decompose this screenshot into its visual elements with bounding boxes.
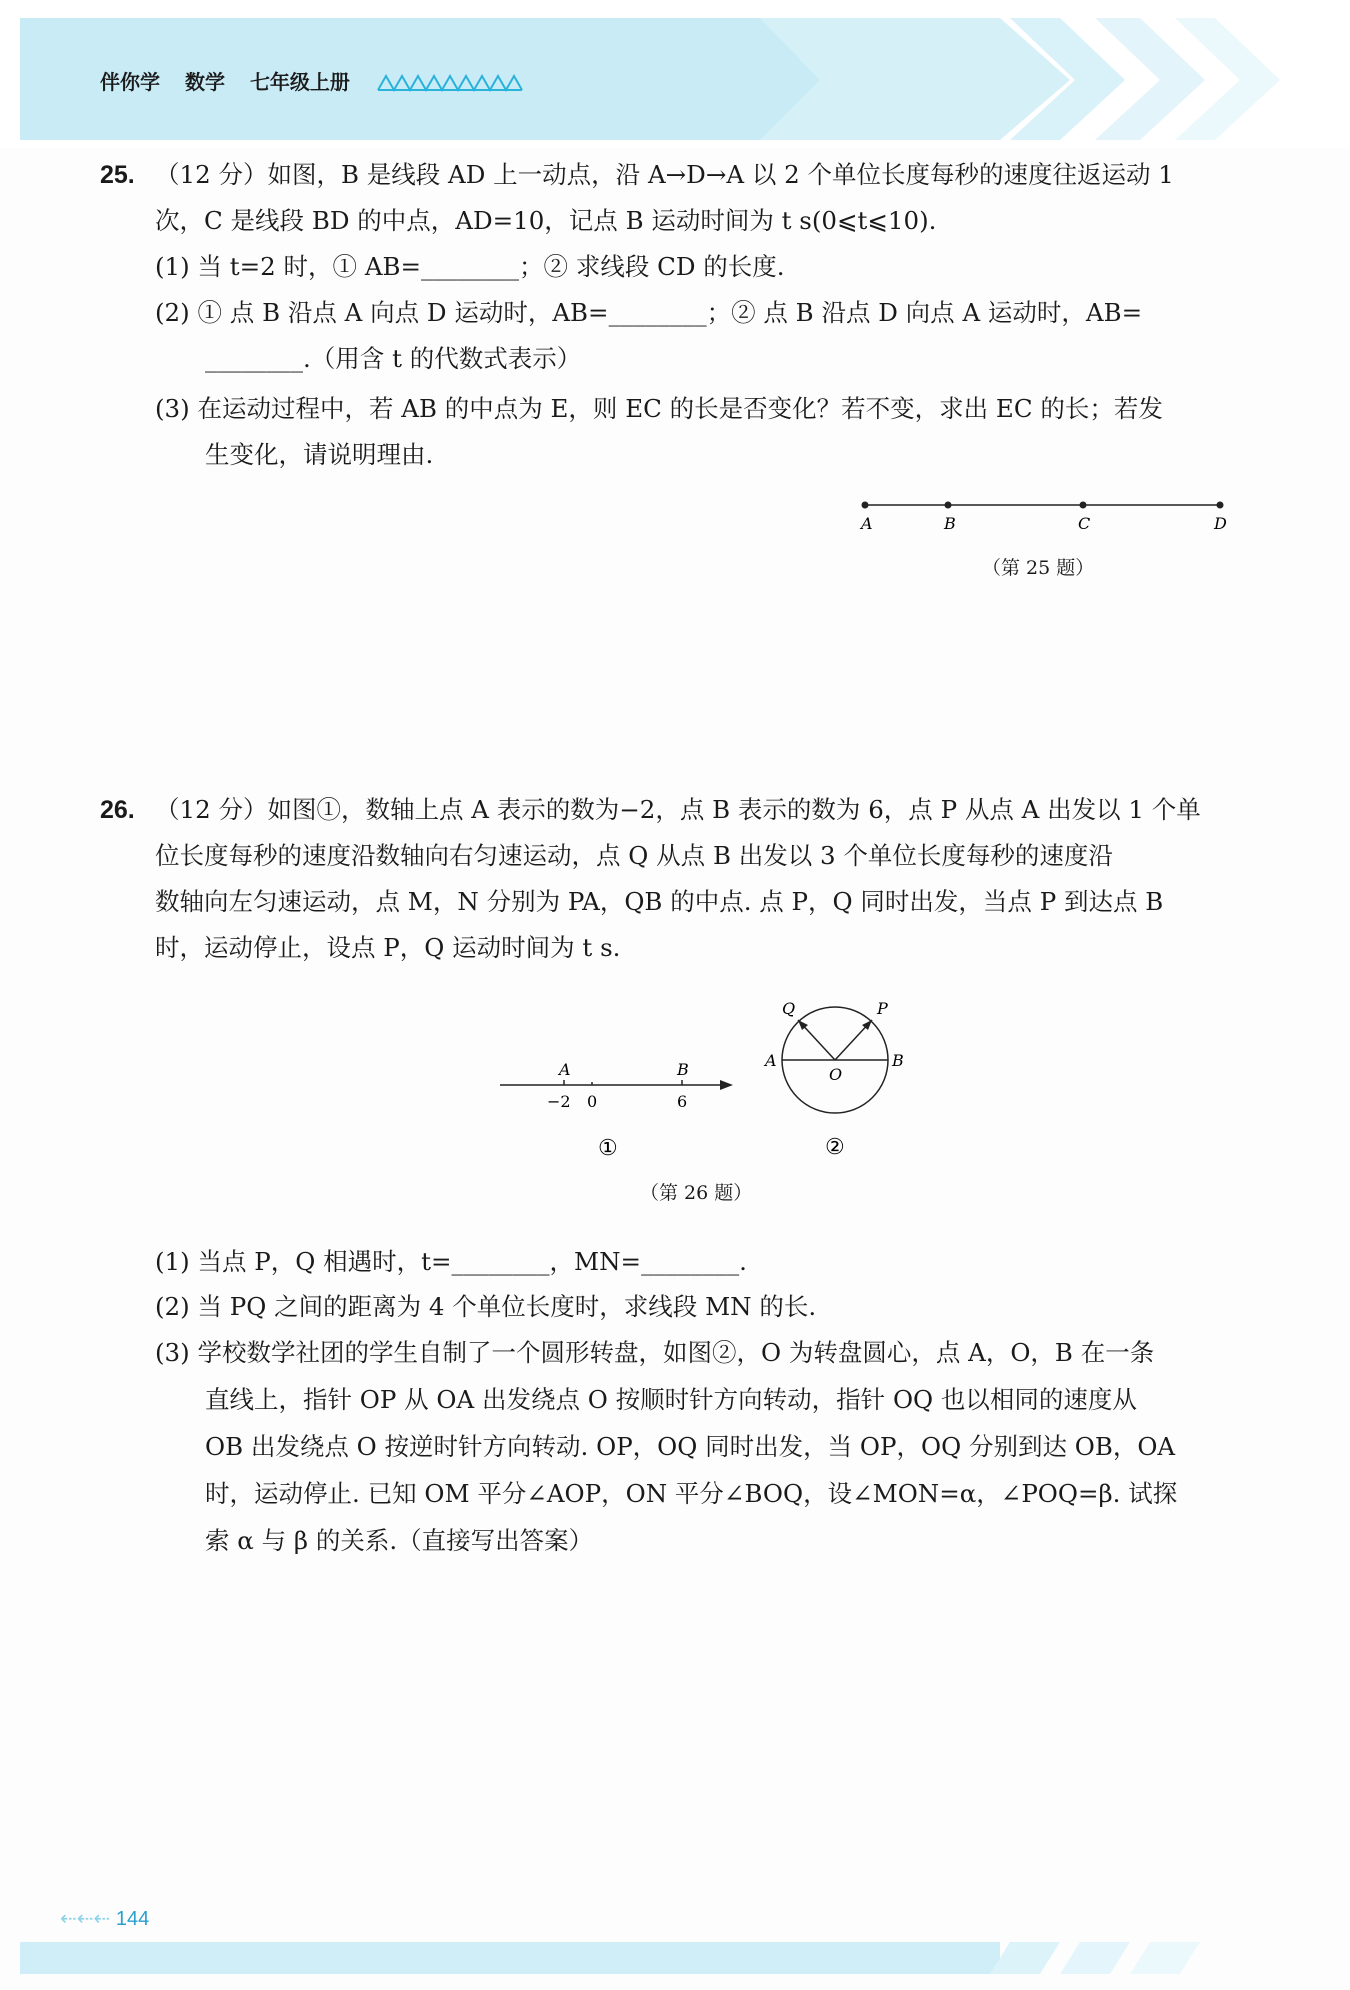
fig2-label-o: O <box>829 1065 843 1084</box>
grade-name: 七年级上册 <box>249 70 350 94</box>
fig2-mark: ② <box>825 1135 845 1160</box>
q26-sub-1: (1) 当点 P，Q 相遇时，t=________，MN=________. <box>155 1247 747 1276</box>
page-number: ⇠⇠⇠ 144 <box>60 1908 150 1930</box>
subject-name: 数学 <box>184 70 225 94</box>
q26-line-3: 数轴向左匀速运动，点 M，N 分别为 PA，QB 的中点. 点 P，Q 同时出发，当点 P 到达点 B <box>155 887 1164 916</box>
q25-caption: （第 25 题） <box>982 557 1095 579</box>
q25-line-7: 生变化，请说明理由. <box>205 440 434 469</box>
page-arrows-icon: ⇠⇠⇠ <box>60 1908 116 1930</box>
fig2-label-a: A <box>765 1051 777 1070</box>
tick-6: 6 <box>677 1092 688 1111</box>
q26-figure-1 <box>495 1055 735 1165</box>
q26-sub-3: (3) 学校数学社团的学生自制了一个圆形转盘，如图②，O 为转盘圆心，点 A，O，B 在一条 <box>155 1338 1155 1367</box>
q26-caption: （第 26 题） <box>640 1182 753 1204</box>
fig1-mark: ① <box>598 1136 618 1161</box>
label-b: B <box>944 514 956 533</box>
q26-line-2: 位长度每秒的速度沿数轴向右匀速运动，点 Q 从点 B 出发以 3 个单位长度每秒的速度沿 <box>155 841 1113 870</box>
label-c: C <box>1078 514 1091 533</box>
fig1-label-a: A <box>559 1060 571 1079</box>
q25-line-5: ________.（用含 t 的代数式表示） <box>205 344 582 373</box>
q25-number: 25. <box>100 161 135 189</box>
series-name: 伴你学 <box>100 70 160 94</box>
q25-line-3: (1) 当 t=2 时，① AB=________；② 求线段 CD 的长度. <box>155 252 785 281</box>
q25-line-6: (3) 在运动过程中，若 AB 的中点为 E，则 EC 的长是否变化？若不变，求出 EC 的长；若发 <box>155 394 1163 423</box>
q26-number: 26. <box>100 796 135 824</box>
q25-line-4: (2) ① 点 B 沿点 A 向点 D 运动时，AB=________；② 点 B 沿点 D 向点 A 运动时，AB= <box>155 298 1143 327</box>
q26-sub-4: 直线上，指针 OP 从 OA 出发绕点 O 按顺时针方向转动，指针 OQ 也以相同的速度从 <box>205 1385 1137 1414</box>
q26-line-1: （12 分）如图①，数轴上点 A 表示的数为−2，点 B 表示的数为 6，点 P 从点 A 出发以 1 个单 <box>155 795 1201 824</box>
header-title <box>100 66 368 95</box>
tick-0: 0 <box>587 1092 598 1111</box>
fig2-label-b: B <box>892 1051 904 1070</box>
q26-figure-2 <box>755 990 915 1165</box>
point-c-dot <box>1080 502 1087 509</box>
point-d-dot <box>1217 502 1224 509</box>
q26-line-4: 时，运动停止，设点 P，Q 运动时间为 t s. <box>155 933 621 962</box>
tick-minus-2: −2 <box>547 1092 571 1111</box>
header-band <box>0 0 1350 148</box>
point-b-dot <box>945 502 952 509</box>
arrow-icon <box>720 1080 733 1090</box>
footer-band <box>0 1922 1350 1990</box>
fig2-label-q: Q <box>782 999 796 1018</box>
q26-sub-6: 时，运动停止. 已知 OM 平分∠AOP，ON 平分∠BOQ，设∠MON=α，∠POQ=β. 试探 <box>205 1479 1178 1508</box>
point-a-dot <box>862 502 869 509</box>
q25-line-2: 次，C 是线段 BD 的中点，AD=10，记点 B 运动时间为 t s(0⩽t⩽10). <box>155 206 937 235</box>
fig1-label-b: B <box>677 1060 689 1079</box>
q26-sub-7: 索 α 与 β 的关系.（直接写出答案） <box>205 1526 594 1555</box>
q25-line-1: （12 分）如图，B 是线段 AD 上一动点，沿 A→D→A 以 2 个单位长度每秒的速度往返运动 1 <box>155 160 1174 189</box>
q26-sub-2: (2) 当 PQ 之间的距离为 4 个单位长度时，求线段 MN 的长. <box>155 1292 817 1321</box>
q25-figure <box>850 490 1230 540</box>
label-a: A <box>861 514 873 533</box>
q26-sub-5: OB 出发绕点 O 按逆时针方向转动. OP，OQ 同时出发，当 OP，OQ 分别到达 OB，OA <box>205 1432 1176 1461</box>
fig2-label-p: P <box>877 999 888 1018</box>
label-d: D <box>1214 514 1227 533</box>
